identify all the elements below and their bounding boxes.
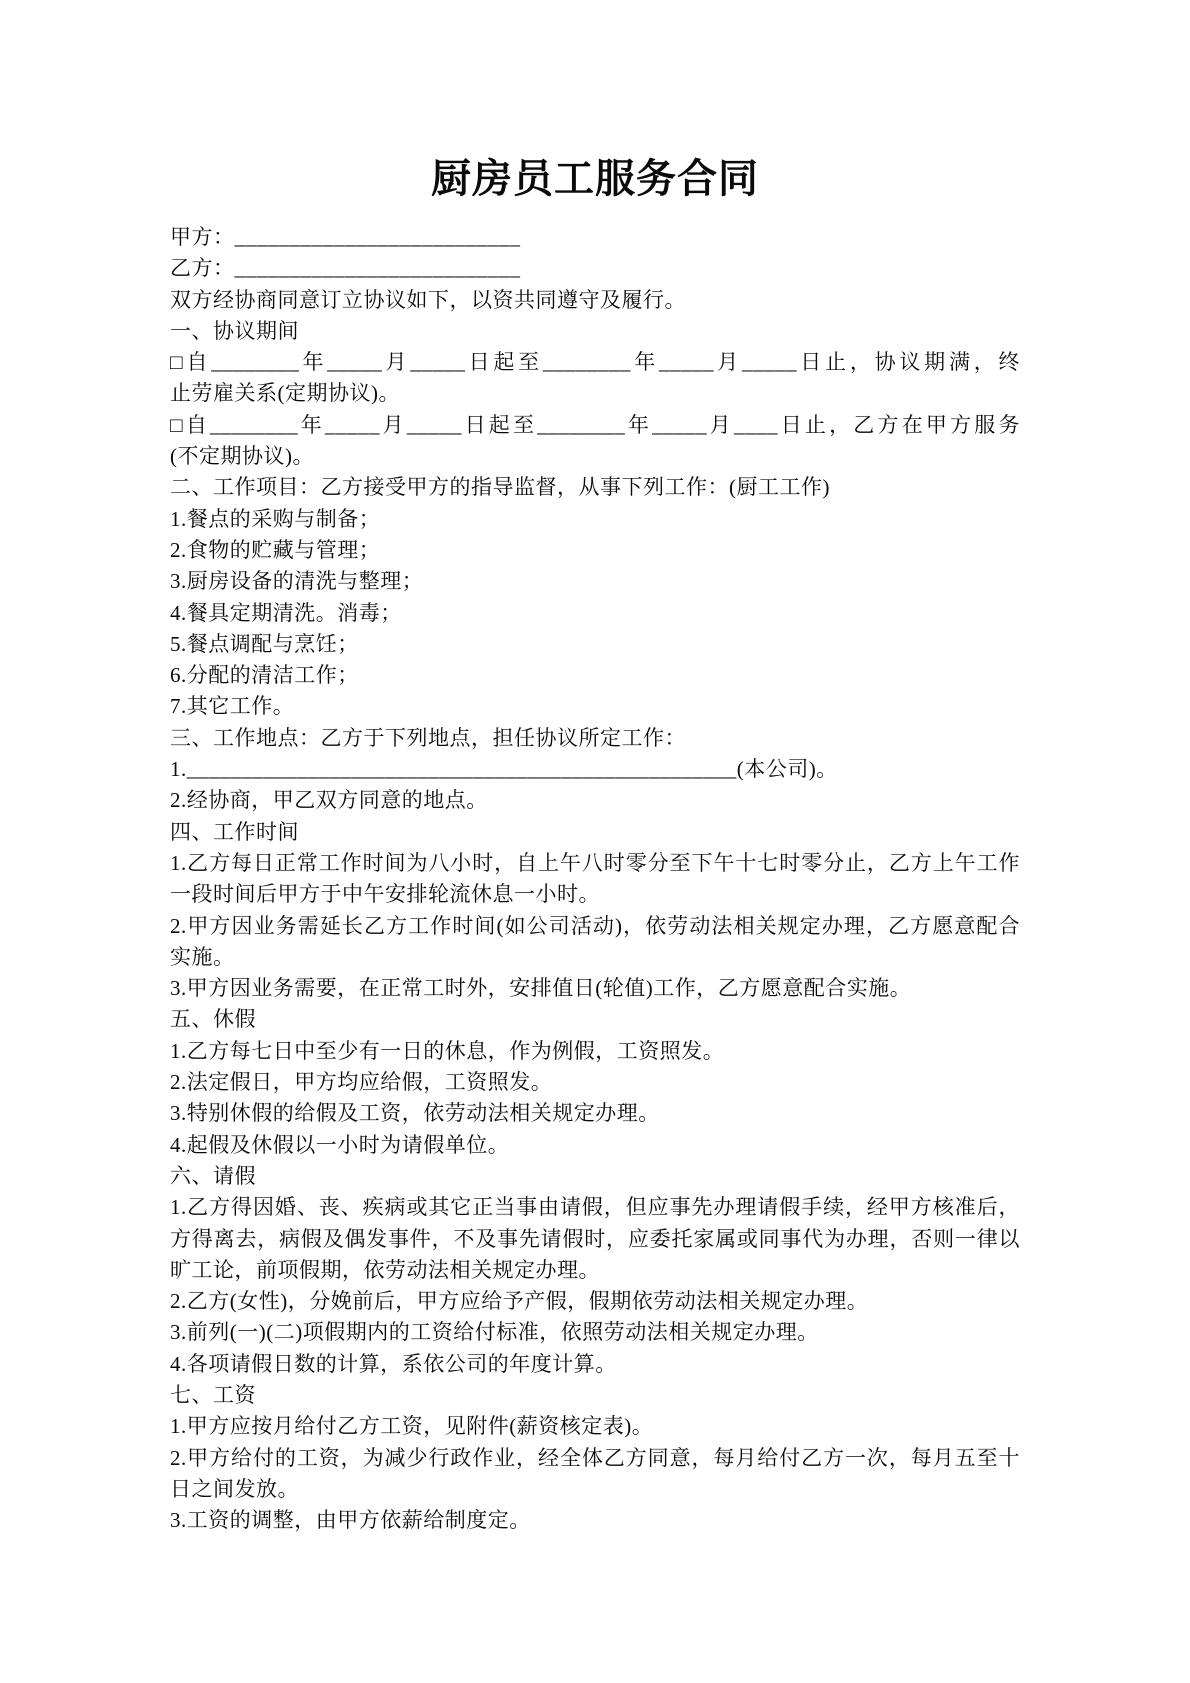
doc-line: 4.餐具定期清洗。消毒； (170, 600, 402, 625)
doc-line: 双方经协商同意订立协议如下，以资共同遵守及履行。 (170, 287, 686, 312)
doc-line: □自________年_____月_____日起至________年_____月____日止，乙方在甲方服务 (170, 412, 1020, 437)
doc-line: 3.厨房设备的清洗与整理； (170, 569, 424, 594)
doc-line: 1.乙方每日正常工作时间为八小时，自上午八时零分至下午十七时零分止，乙方上午工作 (170, 850, 1020, 875)
doc-line: 3.特别休假的给假及工资，依劳动法相关规定办理。 (170, 1101, 660, 1126)
doc-line: 五、休假 (170, 1007, 256, 1032)
doc-line: 1.乙方得因婚、丧、疾病或其它正当事由请假，但应事先办理请假手续，经甲方核准后， (170, 1195, 1020, 1220)
doc-line: 二、工作项目：乙方接受甲方的指导监督，从事下列工作：(厨工工作) (170, 475, 830, 500)
doc-line: 4.起假及休假以一小时为请假单位。 (170, 1132, 510, 1157)
doc-line: (不定期协议)。 (170, 444, 314, 469)
doc-line: 3.前列(一)(二)项假期内的工资给付标准，依照劳动法相关规定办理。 (170, 1320, 819, 1345)
doc-line: 甲方：__________________________ (170, 225, 521, 249)
doc-line: 7.其它工作。 (170, 694, 295, 719)
doc-line: 四、工作时间 (170, 819, 299, 844)
doc-line: 日之间发放。 (170, 1476, 299, 1501)
doc-line: 2.乙方(女性)，分娩前后，甲方应给予产假，假期依劳动法相关规定办理。 (170, 1289, 869, 1314)
doc-line: 1.__________________________________________________(本公司)。 (170, 757, 838, 782)
doc-line: 三、工作地点：乙方于下列地点，担任协议所定工作： (170, 725, 686, 750)
doc-line: 1.餐点的采购与制备； (170, 506, 381, 531)
doc-line: 乙方：__________________________ (170, 256, 521, 281)
doc-line: 2.食物的贮藏与管理； (170, 537, 381, 562)
doc-line: 2.甲方因业务需延长乙方工作时间(如公司活动)，依劳动法相关规定办理，乙方愿意配合 (170, 913, 1020, 938)
doc-line: 3.甲方因业务需要，在正常工时外，安排值日(轮值)工作，乙方愿意配合实施。 (170, 976, 912, 1001)
doc-line: 一段时间后甲方于中午安排轮流休息一小时。 (170, 882, 600, 907)
doc-line: 1.甲方应按月给付乙方工资，见附件(薪资核定表)。 (170, 1414, 654, 1439)
doc-line: 4.各项请假日数的计算，系依公司的年度计算。 (170, 1351, 617, 1376)
doc-line: 2.经协商，甲乙双方同意的地点。 (170, 788, 488, 813)
document-body (170, 222, 1020, 1536)
doc-line: □自________年_____月_____日起至________年_____月_____日止，协议期满，终 (170, 350, 1020, 375)
document-title: 厨房员工服务合同 (431, 156, 759, 201)
doc-line: 6.分配的清洁工作； (170, 663, 359, 688)
doc-line: 5.餐点调配与烹饪； (170, 631, 359, 656)
doc-line: 一、协议期间 (170, 318, 299, 343)
doc-line: 六、请假 (170, 1163, 256, 1188)
doc-line: 止劳雇关系(定期协议)。 (170, 381, 400, 406)
doc-line: 3.工资的调整，由甲方依薪给制度定。 (170, 1508, 531, 1533)
doc-line: 七、工资 (170, 1382, 256, 1407)
doc-line: 方得离去，病假及偶发事件，不及事先请假时，应委托家属或同事代为办理，否则一律以 (170, 1226, 1020, 1251)
doc-line: 旷工论，前项假期，依劳动法相关规定办理。 (170, 1257, 600, 1282)
doc-line: 1.乙方每七日中至少有一日的休息，作为例假，工资照发。 (170, 1038, 725, 1063)
doc-line: 2.甲方给付的工资，为减少行政作业，经全体乙方同意，每月给付乙方一次，每月五至十 (170, 1445, 1020, 1470)
doc-line: 2.法定假日，甲方均应给假，工资照发。 (170, 1070, 553, 1095)
doc-line: 实施。 (170, 944, 235, 969)
